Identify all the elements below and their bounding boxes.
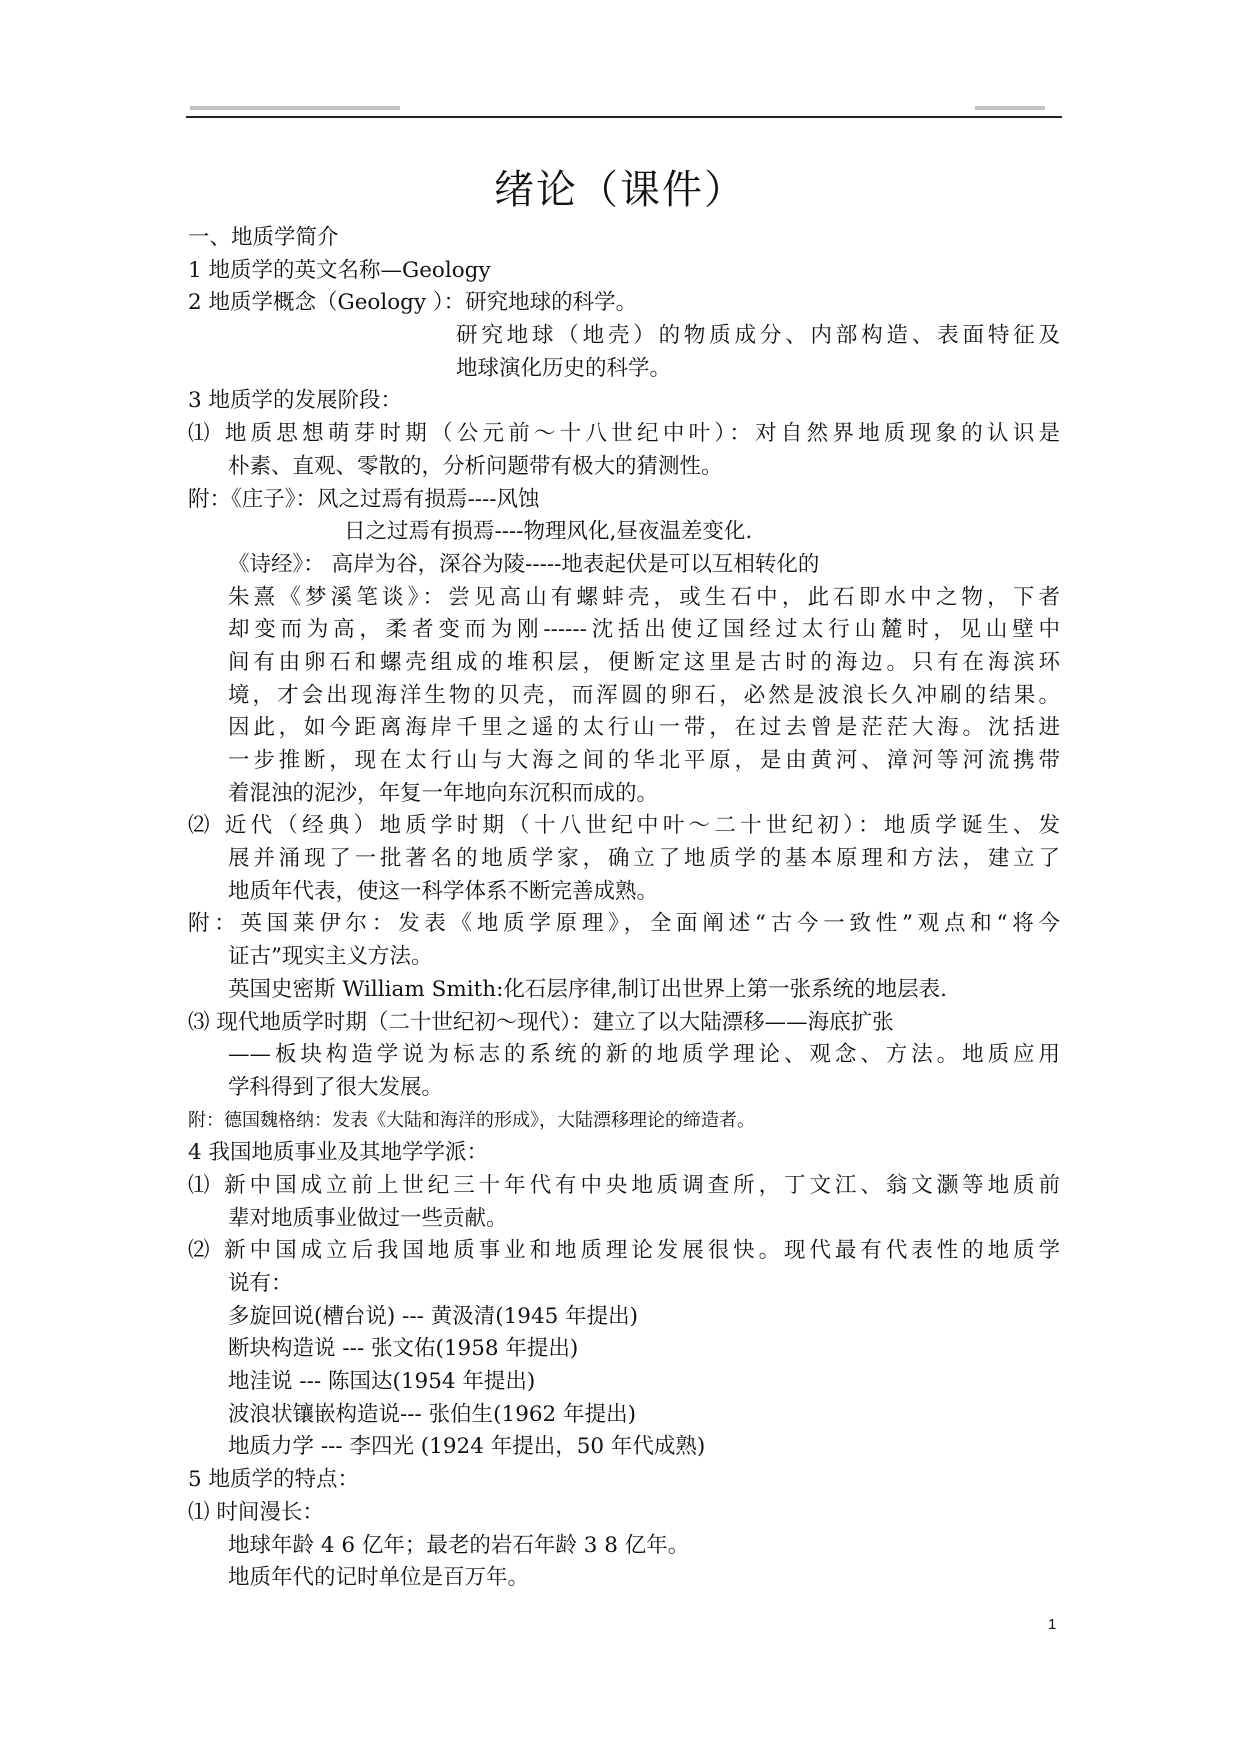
text-line: ⑴ 新中国成立前上世纪三十年代有中央地质调查所，丁文江、翁文灏等地质前 xyxy=(188,1172,1060,1198)
document-body xyxy=(188,222,1060,1595)
text-line: 间有由卵石和螺壳组成的堆积层，便断定这里是古时的海边。只有在海滨环 xyxy=(228,649,1060,675)
text-line: ⑴ 时间漫长： xyxy=(188,1499,324,1525)
text-line: 3 地质学的发展阶段： xyxy=(188,388,403,414)
text-line: 境，才会出现海洋生物的贝壳，而浑圆的卵石，必然是波浪长久冲刷的结果。 xyxy=(228,682,1060,708)
text-line: 学科得到了很大发展。 xyxy=(228,1074,444,1100)
text-line: ——板块构造学说为标志的系统的新的地质学理论、观念、方法。地质应用 xyxy=(228,1042,1060,1068)
page-title: 绪论（课件） xyxy=(494,167,746,213)
header-rule xyxy=(186,116,1062,118)
text-line: 2 地质学概念（Geology ）：研究地球的科学。 xyxy=(188,290,638,316)
header-text-left xyxy=(190,106,400,110)
text-line: 地球演化历史的科学。 xyxy=(456,355,672,381)
text-line: ⑵ 新中国成立后我国地质事业和地质理论发展很快。现代最有代表性的地质学 xyxy=(188,1238,1060,1264)
text-line: 因此，如今距离海岸千里之遥的太行山一带，在过去曾是茫茫大海。沈括进 xyxy=(228,715,1060,741)
text-line: 研究地球（地壳）的物质成分、内部构造、表面特征及 xyxy=(456,323,1060,349)
text-line: 日之过焉有损焉----物理风化,昼夜温差变化. xyxy=(344,519,753,545)
text-line: 断块构造说 --- 张文佑(1958 年提出) xyxy=(228,1336,579,1362)
text-line: 附：英国莱伊尔：发表《地质学原理》，全面阐述“古今一致性”观点和“将今 xyxy=(188,911,1060,937)
header-text-right xyxy=(975,106,1045,110)
text-line: 多旋回说(槽台说) --- 黄汲清(1945 年提出) xyxy=(228,1303,639,1329)
text-line: 展并涌现了一批著名的地质学家，确立了地质学的基本原理和方法，建立了 xyxy=(228,846,1060,872)
text-line: 却变而为高，柔者变而为刚------沈括出使辽国经过太行山麓时，见山壁中 xyxy=(228,617,1060,643)
text-line: 一步推断，现在太行山与大海之间的华北平原，是由黄河、漳河等河流携带 xyxy=(228,748,1060,773)
text-line: 朱熹《梦溪笔谈》：尝见高山有螺蚌壳，或生石中，此石即水中之物，下者 xyxy=(228,584,1060,610)
text-line: 朴素、直观、零散的，分析问题带有极大的猜测性。 xyxy=(228,453,723,479)
text-line: ⑶ 现代地质学时期（二十世纪初～现代）：建立了以大陆漂移——海底扩张 xyxy=(188,1009,894,1035)
text-line: 辈对地质事业做过一些贡献。 xyxy=(228,1205,508,1231)
text-line: 附：《庄子》：风之过焉有损焉----风蚀 xyxy=(188,486,540,512)
text-line: ⑴ 地质思想萌芽时期（公元前～十八世纪中叶）：对自然界地质现象的认识是 xyxy=(188,421,1060,447)
text-line: 地质力学 --- 李四光 (1924 年提出，50 年代成熟) xyxy=(228,1434,706,1460)
text-line: ⑵ 近代（经典）地质学时期（十八世纪中叶～二十世纪初）：地质学诞生、发 xyxy=(188,813,1060,839)
text-line: 1 地质学的英文名称—Geology xyxy=(188,257,491,283)
text-line: 地质年代表，使这一科学体系不断完善成熟。 xyxy=(228,878,659,904)
text-line: 说有： xyxy=(228,1271,293,1296)
text-line: 证古”现实主义方法。 xyxy=(228,944,433,970)
text-line: 波浪状镶嵌构造说--- 张伯生(1962 年提出) xyxy=(228,1401,636,1427)
text-line: 《诗经》： 高岸为谷，深谷为陵-----地表起伏是可以互相转化的 xyxy=(228,551,820,577)
text-line: 地洼说 --- 陈国达(1954 年提出) xyxy=(228,1369,536,1395)
text-line: 地质年代的记时单位是百万年。 xyxy=(228,1565,530,1591)
text-line: 一、地质学简介 xyxy=(188,225,339,250)
page-number: 1 xyxy=(1048,1616,1057,1633)
text-line: 5 地质学的特点： xyxy=(188,1467,360,1493)
text-line: 地球年龄 4 6 亿年；最老的岩石年龄 3 8 亿年。 xyxy=(228,1532,690,1558)
text-line: 英国史密斯 William Smith:化石层序律,制订出世界上第一张系统的地层表. xyxy=(228,976,947,1002)
text-line: 附：德国魏格纳：发表《大陆和海洋的形成》，大陆漂移理论的缔造者。 xyxy=(188,1109,755,1131)
text-line: 着混浊的泥沙，年复一年地向东沉积而成的。 xyxy=(228,780,659,806)
text-line: 4 我国地质事业及其地学学派： xyxy=(188,1140,489,1166)
